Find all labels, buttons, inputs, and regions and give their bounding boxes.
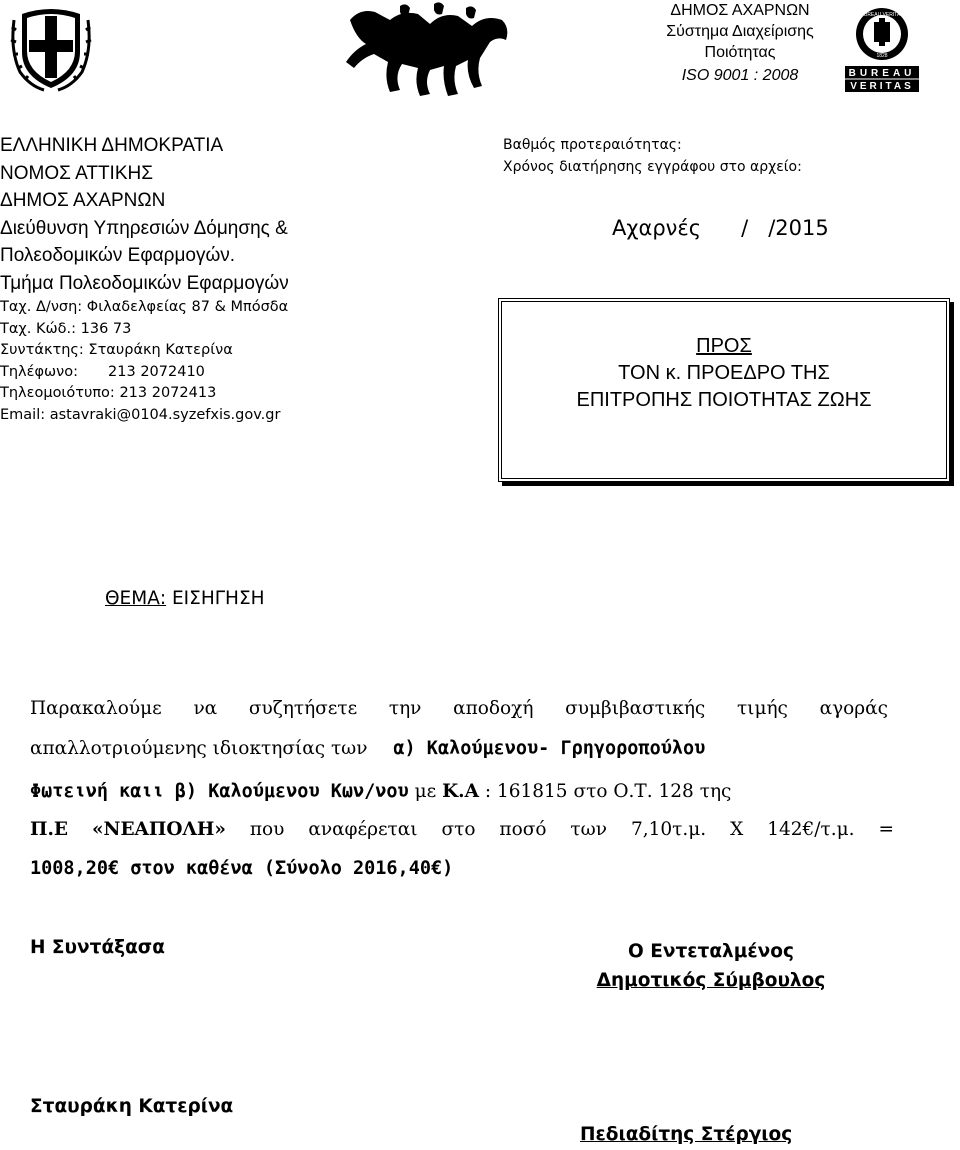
bv-line2: VERITAS xyxy=(850,81,914,92)
signature-right-name: Πεδιαδίτης Στέργιος xyxy=(580,1124,793,1145)
signature-right-title-2: Δημοτικός Σύμβουλος xyxy=(596,970,826,991)
body-text: στο xyxy=(573,781,614,802)
fax-line xyxy=(0,383,480,405)
body-line-3 xyxy=(30,781,731,802)
signature-right-title xyxy=(580,937,842,995)
bureau-veritas-logo-icon xyxy=(845,6,919,94)
subject-label: ΘΕΜΑ: xyxy=(105,588,167,609)
subject-line xyxy=(105,588,265,609)
signature-left-name: Σταυράκη Κατερίνα xyxy=(30,1096,234,1117)
retention-label: Χρόνος διατήρησης εγγράφου στο αρχείο: xyxy=(503,159,802,175)
sender-line: Ταχ. Κώδ.: 136 73 xyxy=(0,320,132,337)
document-meta xyxy=(503,134,943,178)
signature-right-title-1: Ο Εντεταλμένος xyxy=(628,941,794,962)
body-area-name: «ΝΕΑΠΟΛΗ» xyxy=(91,819,226,840)
body-text: με xyxy=(408,781,443,802)
recipient-line1: ΤΟΝ κ. ΠΡΟΕΔΡΟ ΤΗΣ xyxy=(618,362,830,384)
body-pe-label: Π.Ε xyxy=(30,819,69,840)
subject-text: ΕΙΣΗΓΗΣΗ xyxy=(166,588,265,609)
phone-label: Τηλέφωνο: xyxy=(0,363,79,380)
quality-municipality: ΔΗΜΟΣ ΑΧΑΡΝΩΝ xyxy=(670,2,810,19)
body-text: της xyxy=(699,781,732,802)
fax-label: Τηλεομοιότυπο: xyxy=(0,385,115,401)
sender-line: ΔΗΜΟΣ ΑΧΑΡΝΩΝ xyxy=(0,190,166,211)
body-line-4 xyxy=(30,819,894,840)
phone-line xyxy=(0,362,480,384)
date-line: Αχαρνές / /2015 xyxy=(612,216,829,240)
signature-left-title: Η Συντάξασα xyxy=(30,937,165,958)
body-ot-label: Ο.Τ. xyxy=(613,781,653,802)
fax-number: 213 2072413 xyxy=(119,385,217,401)
body-ka-label: Κ.Α xyxy=(442,781,479,802)
quality-system-line2: Ποιότητας xyxy=(704,44,776,61)
bv-ring-text: BUREAU VERITAS xyxy=(860,12,904,18)
priority-label: Βαθμός προτεραιότητας: xyxy=(503,137,682,153)
recipient-box xyxy=(498,298,950,482)
email-line: Email: astavraki@0104.syzefxis.gov.gr xyxy=(0,406,281,423)
sender-line: Ταχ. Δ/νση: Φιλαδελφείας 87 & Μπόσδα xyxy=(0,299,289,315)
recipient-to: ΠΡΟΣ xyxy=(696,335,752,357)
recipient-text xyxy=(499,333,949,414)
body-line-1: Παρακαλούμε να συζητήσετε την αποδοχή συμβιβαστικής τιμής αγοράς xyxy=(30,698,888,719)
author-line: Συντάκτης: Σταυράκη Κατερίνα xyxy=(0,342,233,358)
quality-system-line1: Σύστημα Διαχείρισης xyxy=(666,23,814,40)
body-owner-b: Φωτεινή καιι β) Καλούμενου Κων/νου xyxy=(30,781,409,802)
phone-number: 213 2072410 xyxy=(108,363,205,380)
recipient-line2: ΕΠΙΤΡΟΠΗΣ ΠΟΙΟΤΗΤΑΣ ΖΩΗΣ xyxy=(576,389,872,411)
iso-certification: ISO 9001 : 2008 xyxy=(681,67,799,84)
body-line-5: 1008,20€ στον καθένα (Σύνολο 2016,40€) xyxy=(30,858,454,879)
sender-line: ΝΟΜΟΣ ΑΤΤΙΚΗΣ xyxy=(0,162,153,184)
bv-line1: BUREAU xyxy=(848,68,916,79)
sender-address-block xyxy=(0,132,480,426)
greek-coat-of-arms-icon xyxy=(10,0,92,92)
sender-line: Διεύθυνση Υπηρεσιών Δόμησης & xyxy=(0,217,288,239)
sender-line: Πολεοδομικών Εφαρμογών. xyxy=(0,245,236,266)
body-line-2 xyxy=(30,738,705,759)
body-owner-a: α) Καλούμενου- Γρηγοροπούλου xyxy=(393,738,706,759)
horses-statue-logo-icon xyxy=(330,0,530,100)
body-text: απαλλοτριούμενης ιδιοκτησίας των xyxy=(30,738,374,759)
body-ot-value: 128 xyxy=(652,781,700,802)
sender-line: ΕΛΛΗΝΙΚΗ ΔΗΜΟΚΡΑΤΙΑ xyxy=(0,135,224,156)
body-ka-value: : 161815 xyxy=(478,781,574,802)
bv-year: 1828 xyxy=(876,53,888,59)
body-text: που αναφέρεται στο ποσό των 7,10τ.μ. Χ 142€/τ.μ. = xyxy=(249,819,894,840)
sender-line: Τμήμα Πολεοδομικών Εφαρμογών xyxy=(0,272,289,294)
